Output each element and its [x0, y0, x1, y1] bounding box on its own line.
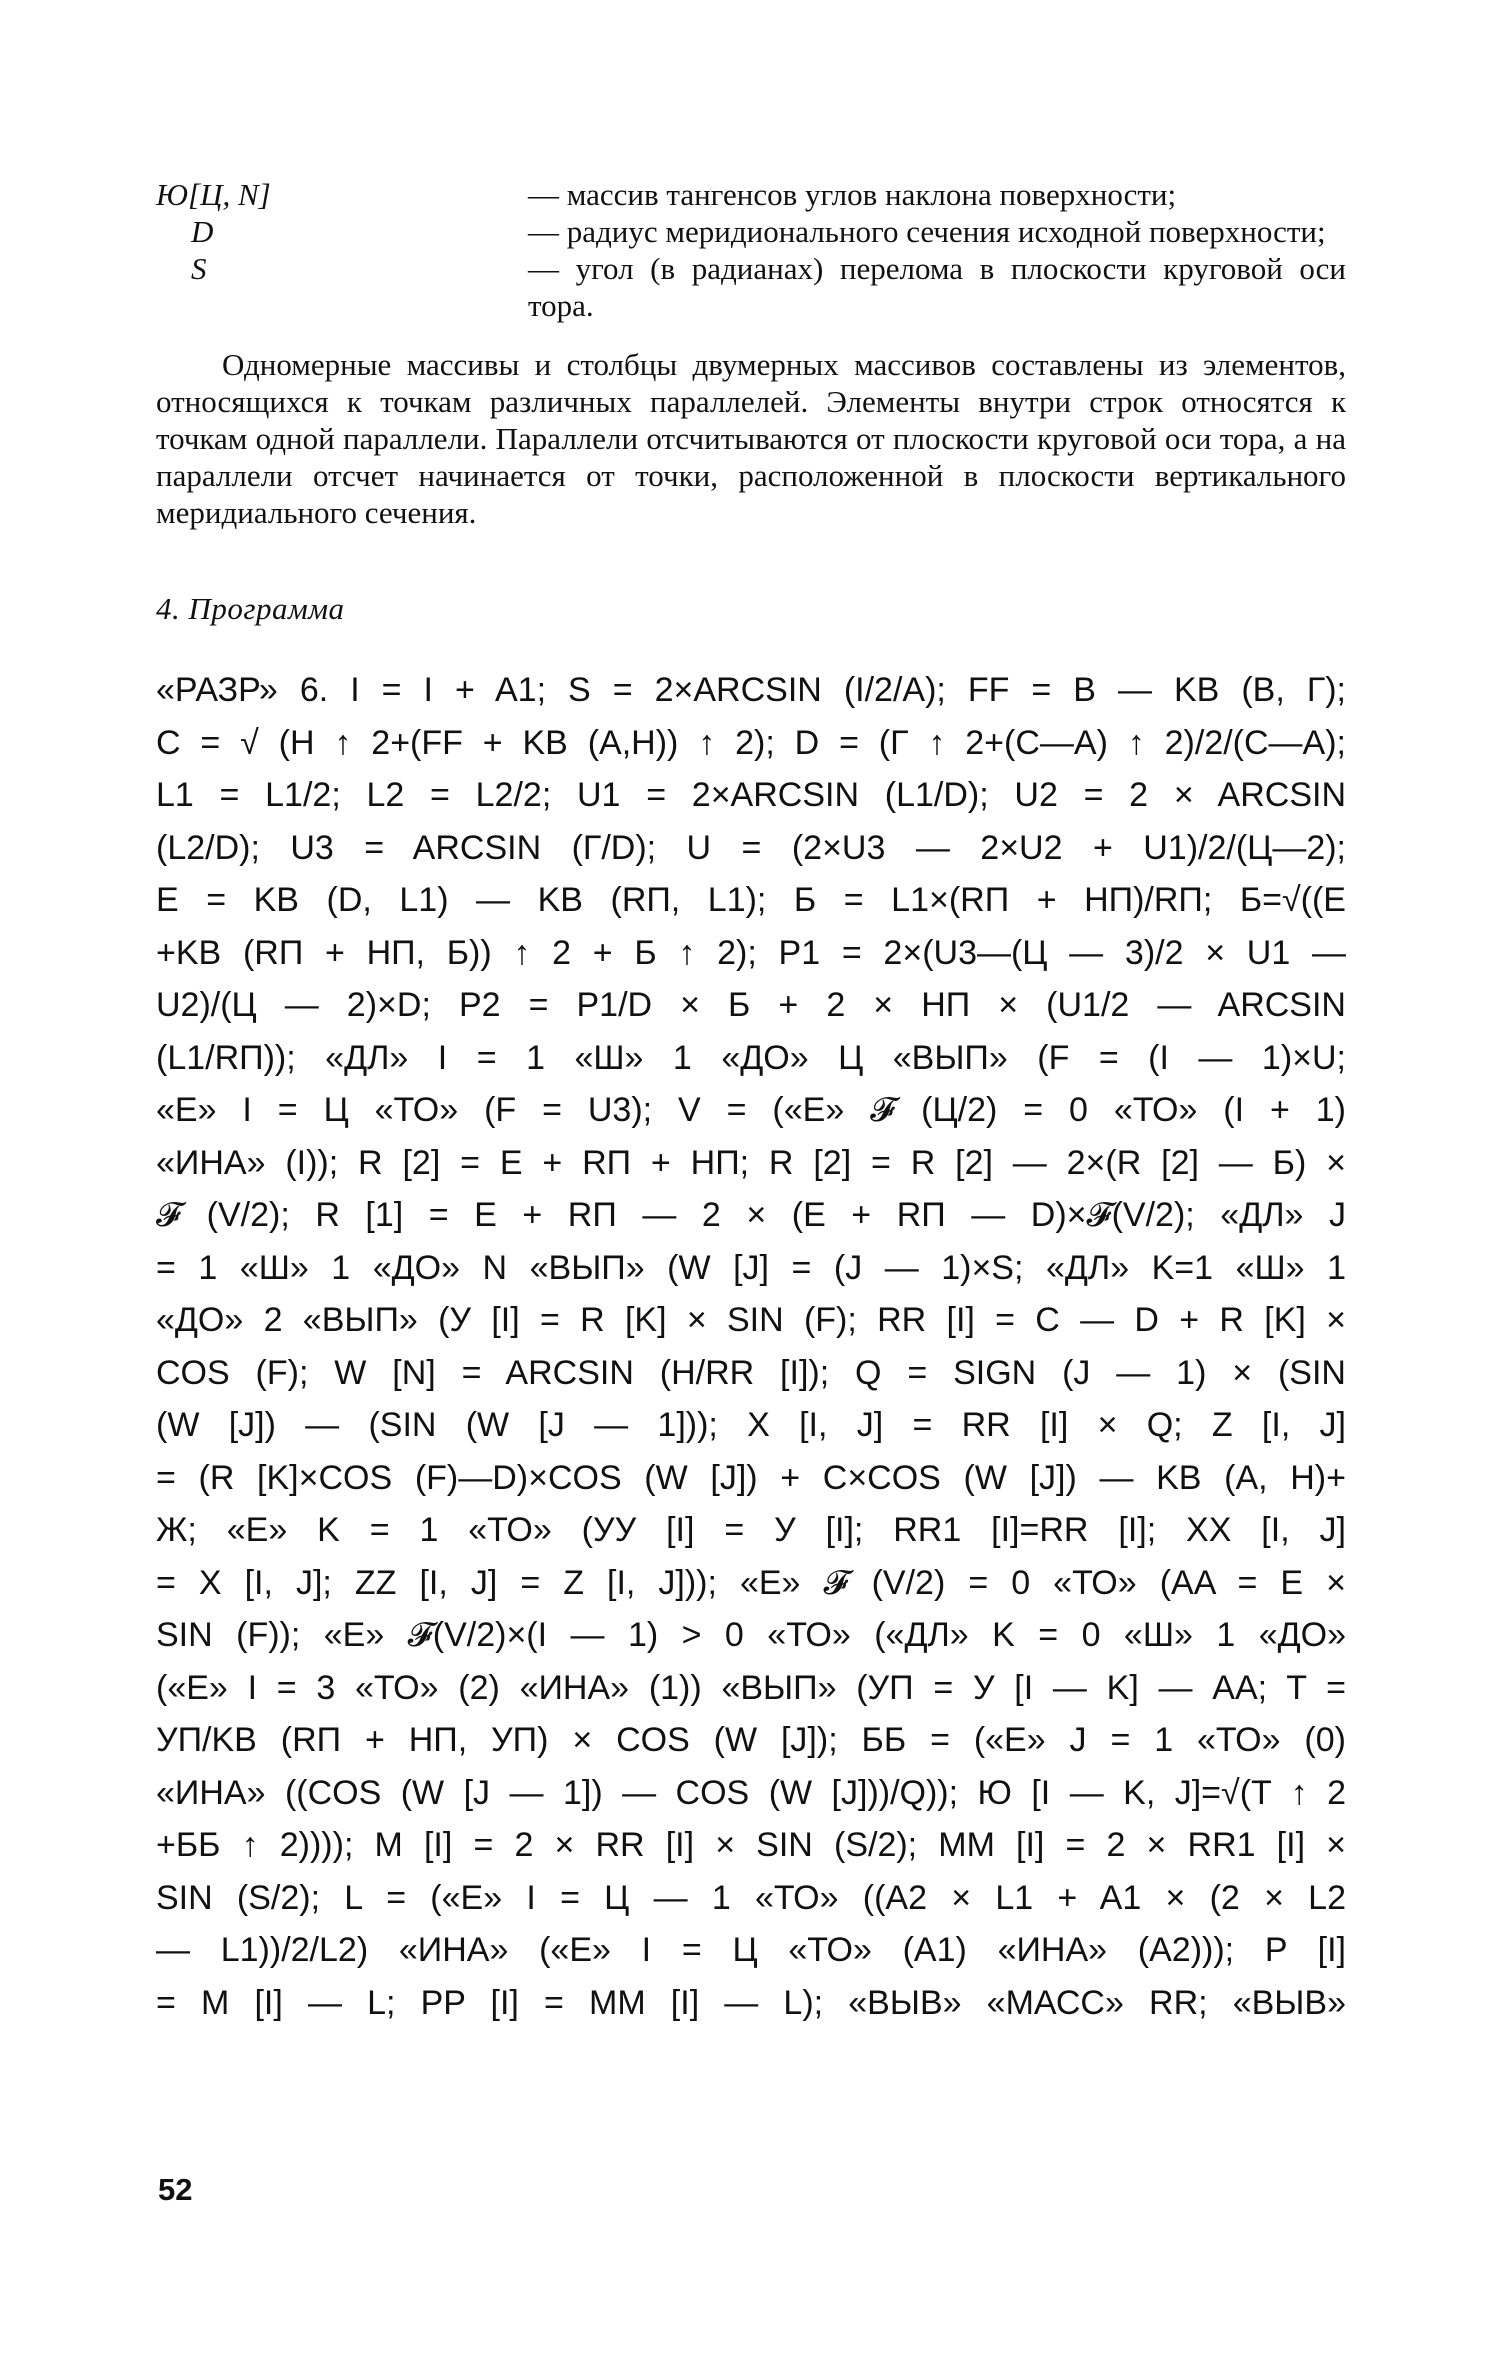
definition-text: — радиус меридионального сечения исходной поверхности; [528, 214, 1326, 249]
definition-text: — угол (в радианах) перелома в плоскости круговой оси тора. [528, 251, 1346, 323]
program-line: (L1/RП)); «ДЛ» I = 1 «Ш» 1 «ДО» Ц «ВЫП» (F = (I — 1)×U; [156, 1038, 1346, 1077]
program-line: = 1 «Ш» 1 «ДО» N «ВЫП» (W [J] = (J — 1)×S; «ДЛ» K=1 «Ш» 1 [156, 1248, 1346, 1287]
program-line: = (R [K]×COS (F)—D)×COS (W [J]) + C×COS (W [J]) — KB (A, H)+ [156, 1458, 1346, 1497]
program-line: («Е» I = 3 «ТО» (2) «ИНА» (1)) «ВЫП» (УП = У [I — K] — AA; T = [156, 1668, 1346, 1707]
program-line: УП/KB (RП + HП, УП) × COS (W [J]); ББ = («Е» J = 1 «ТО» (0) [156, 1721, 1346, 1759]
program-line: (W [J]) — (SIN (W [J — 1])); X [I, J] = RR [I] × Q; Z [I, J] [156, 1406, 1346, 1444]
body-paragraph: Одномерные массивы и столбцы двумерных массивов составлены из элементов, относящихся к точкам различных параллелей. Элементы внутри строк относятся к точкам одной параллели. Параллели отсчитываются от плоскости круговой оси тора, а на параллели отсчет начинается от точки, расположенной в плоскости вертикального меридиального сечения. [156, 347, 1346, 530]
definition-row [156, 176, 1346, 213]
definition-term: D [191, 214, 214, 249]
program-line: SIN (S/2); L = («Е» I = Ц — 1 «ТО» ((A2 × L1 + A1 × (2 × L2 [156, 1878, 1346, 1917]
program-line: «РАЗР» 6. I = I + A1; S = 2×ARCSIN (I/2/A); FF = B — KB (B, Г); [156, 671, 1346, 709]
program-line: 𝓕 (V/2); R [1] = E + RП — 2 × (E + RП — D)×𝓕(V/2); «ДЛ» J [156, 1196, 1346, 1234]
definition-text: — массив тангенсов углов наклона поверхности; [528, 177, 1177, 212]
program-line: «ДО» 2 «ВЫП» (У [I] = R [K] × SIN (F); RR [I] = C — D + R [K] × [156, 1301, 1346, 1339]
program-line: (L2/D); U3 = ARCSIN (Г/D); U = (2×U3 — 2×U2 + U1)/2/(Ц—2); [156, 828, 1346, 867]
definition-term: Ю[Ц, N] [156, 177, 271, 212]
program-line: Ж; «Е» K = 1 «ТО» (УУ [I] = У [I]; RR1 [I]=RR [I]; XX [I, J] [156, 1511, 1346, 1549]
program-line: L1 = L1/2; L2 = L2/2; U1 = 2×ARCSIN (L1/D); U2 = 2 × ARCSIN [156, 776, 1346, 814]
program-line: +KB (RП + HП, Б)) ↑ 2 + Б ↑ 2); P1 = 2×(U3—(Ц — 3)/2 × U1 — [156, 933, 1346, 972]
program-line: «ИНА» (I)); R [2] = E + RП + HП; R [2] = R [2] — 2×(R [2] — Б) × [156, 1143, 1346, 1182]
definitions-list [156, 176, 1346, 324]
program-line: «ИНА» ((COS (W [J — 1]) — COS (W [J]))/Q)); Ю [I — K, J]=√(T ↑ 2 [156, 1773, 1346, 1812]
definition-term: S [191, 251, 207, 286]
program-code-block [156, 664, 1346, 2029]
program-line: = X [I, J]; ZZ [I, J] = Z [I, J])); «Е» 𝓕 (V/2) = 0 «ТО» (AA = E × [156, 1563, 1346, 1602]
program-line: SIN (F)); «Е» 𝓕(V/2)×(I — 1) > 0 «ТО» («ДЛ» K = 0 «Ш» 1 «ДО» [156, 1616, 1346, 1654]
program-line: E = KB (D, L1) — KB (RП, L1); Б = L1×(RП + HП)/RП; Б=√((E [156, 881, 1346, 919]
program-line: «Е» I = Ц «ТО» (F = U3); V = («Е» 𝓕 (Ц/2) = 0 «ТО» (I + 1) [156, 1091, 1346, 1129]
program-line: U2)/(Ц — 2)×D; P2 = P1/D × Б + 2 × HП × (U1/2 — ARCSIN [156, 986, 1346, 1024]
program-line: COS (F); W [N] = ARCSIN (H/RR [I]); Q = SIGN (J — 1) × (SIN [156, 1353, 1346, 1392]
book-page [156, 176, 1346, 2029]
section-heading: 4. Программа [156, 591, 345, 626]
definition-row [156, 213, 1346, 250]
program-line: — L1))/2/L2) «ИНА» («Е» I = Ц «ТО» (A1) «ИНА» (A2))); P [I] [156, 1931, 1346, 1969]
page-number: 52 [158, 2172, 193, 2207]
program-line: C = √ (H ↑ 2+(FF + KB (A,H)) ↑ 2); D = (Г ↑ 2+(C—A) ↑ 2)/2/(C—A); [156, 723, 1346, 762]
program-line: = M [I] — L; PP [I] = MM [I] — L); «ВЫВ» «МАСС» RR; «ВЫВ» [156, 1983, 1346, 2022]
program-line: +ББ ↑ 2)))); M [I] = 2 × RR [I] × SIN (S/2); MM [I] = 2 × RR1 [I] × [156, 1826, 1346, 1864]
definition-row [156, 250, 1346, 324]
